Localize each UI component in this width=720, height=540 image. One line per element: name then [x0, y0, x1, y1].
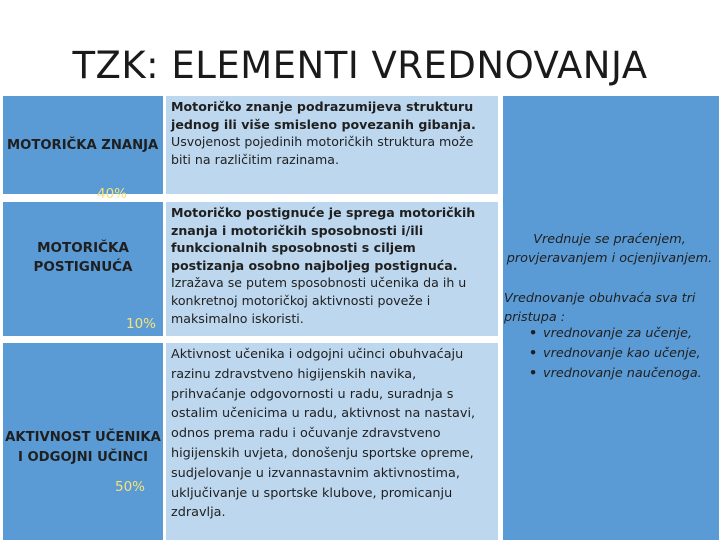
vrednovanje-main-text: Vrednuje se praćenjem, provjeravanjem i ocjenjivanjem. [506, 232, 713, 266]
desc-text: Izražava se putem sposobnosti učenika da ih u konkretnoj motoričkoj aktivnosti poveže i maksimalno iskoristi. [171, 275, 467, 326]
page-title: TZK: ELEMENTI VREDNOVANJA [72, 44, 648, 87]
label-motoricka-znanja [3, 96, 163, 194]
list-item [503, 344, 702, 364]
pristupi-list [503, 324, 702, 384]
desc-bold: Motoričko znanje podrazumijeva strukturu jednog ili više smisleno povezanih gibanja. [171, 99, 476, 132]
label-aktivnost-ucenika [3, 343, 163, 540]
label-text: AKTIVNOST UČENIKA I ODGOJNI UČINCI [5, 429, 161, 465]
list-item [503, 324, 702, 344]
bullet-icon: • [529, 366, 538, 381]
desc-text: Aktivnost učenika i odgojni učinci obuhvaćaju razinu zdravstveno higijenskih navika, prihvaćanje odgovornosti u radu, suradnja s ostalim učenicima u radu, aktivnost na nastavi, odnos prema radu i očuvanje zdravstveno higijenskih uvjeta, donošenju sportske opreme, sudjelovanje u izvannastavnim aktivnostima, uključivanje u sportske klubove, promicanju zdravlja. [171, 347, 476, 521]
percent-50: 50% [115, 479, 146, 495]
percent-10: 10% [126, 316, 157, 332]
desc-text: Usvojenost pojedinih motoričkih struktura može biti na različitim razinama. [171, 134, 474, 167]
desc-bold: Motoričko postignuće je sprega motoričkih znanja i motoričkih sposobnosti i/ili funkcionalnih sposobnosti s ciljem postizanja osobno najboljeg postignuća. [171, 205, 476, 273]
list-item [503, 364, 702, 384]
desc-aktivnost-ucenika [166, 343, 498, 540]
percent-40: 40% [97, 186, 128, 202]
vrednovanje-intro-text: Vrednovanje obuhvaća sva tri pristupa : [504, 291, 696, 325]
vrednovanje-panel [503, 96, 719, 540]
label-text: MOTORIČKA ZNANJA [7, 137, 159, 153]
list-item-text: vrednovanje kao učenje, [543, 346, 701, 361]
desc-motoricka-znanja [166, 96, 498, 194]
bullet-icon: • [529, 326, 538, 341]
label-text: MOTORIČKA POSTIGNUĆA [33, 240, 133, 275]
list-item-text: vrednovanje naučenoga. [543, 366, 702, 381]
bullet-icon: • [529, 346, 538, 361]
desc-motoricka-postignuca [166, 202, 498, 336]
list-item-text: vrednovanje za učenje, [543, 326, 693, 341]
